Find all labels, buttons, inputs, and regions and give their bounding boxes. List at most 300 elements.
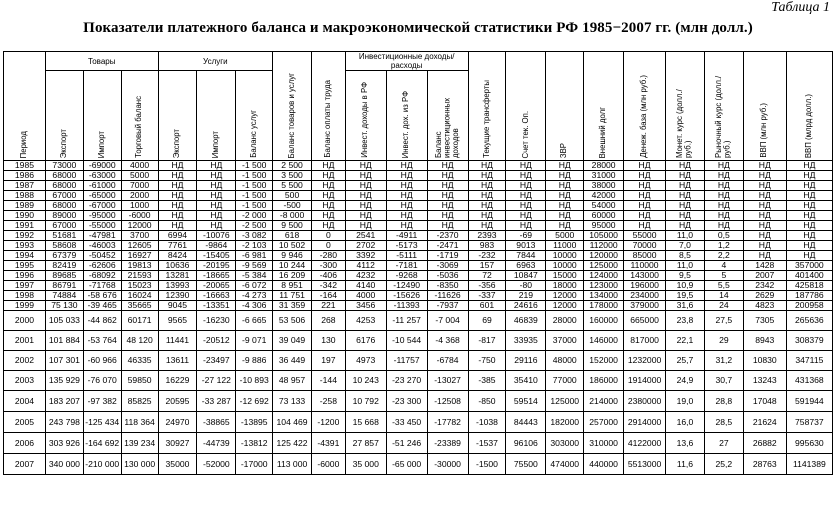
table-cell: НД (468, 221, 506, 231)
table-cell: 5 (704, 271, 743, 281)
table-cell: 77000 (546, 371, 584, 391)
header-current-transfers: Текущие трансферты (468, 52, 506, 161)
table-cell: НД (312, 171, 346, 181)
table-cell: 30,7 (704, 371, 743, 391)
table-cell: -65 000 (386, 454, 427, 475)
table-cell: 4112 (345, 261, 386, 271)
table-row (4, 251, 833, 261)
table-cell: 85825 (121, 391, 158, 412)
table-cell: НД (158, 161, 197, 171)
table-cell: НД (312, 181, 346, 191)
table-cell: 13611 (158, 351, 197, 371)
table-cell: 3700 (121, 231, 158, 241)
table-cell: 221 (312, 301, 346, 311)
table-cell: 401400 (786, 271, 832, 281)
table-cell: 257000 (584, 412, 624, 433)
table-cell: 4823 (743, 301, 786, 311)
header-external-debt: Внешний долг (584, 52, 624, 161)
table-cell: -232 (468, 251, 506, 261)
table-row (4, 171, 833, 181)
table-cell: НД (743, 221, 786, 231)
table-cell: 60171 (121, 311, 158, 331)
table-cell: 157 (468, 261, 506, 271)
table-cell: -18665 (197, 271, 236, 281)
table-cell: 123000 (584, 281, 624, 291)
table-cell: НД (312, 161, 346, 171)
table-cell: 89000 (45, 211, 83, 221)
table-cell: -337 (468, 291, 506, 301)
table-cell: НД (786, 221, 832, 231)
table-cell: 67000 (45, 221, 83, 231)
table-cell: НД (427, 181, 468, 191)
table-cell: 983 (468, 241, 506, 251)
table-cell: 104 469 (273, 412, 312, 433)
table-cell: 13993 (158, 281, 197, 291)
table-cell: 27,5 (704, 311, 743, 331)
table-cell: НД (624, 221, 666, 231)
table-cell: -8350 (427, 281, 468, 291)
table-cell: 67379 (45, 251, 83, 261)
table-cell: -15405 (197, 251, 236, 261)
table-cell: НД (386, 211, 427, 221)
table-cell: 187786 (786, 291, 832, 301)
table-cell: НД (386, 191, 427, 201)
table-cell: 2380000 (624, 391, 666, 412)
table-cell: -406 (312, 271, 346, 281)
table-cell: 135 929 (45, 371, 83, 391)
table-cell: 2007 (743, 271, 786, 281)
header-labor-balance: Баланс оплаты труда (312, 52, 346, 161)
table-cell: 2 500 (273, 161, 312, 171)
table-cell: 16927 (121, 251, 158, 261)
table-cell: 1,2 (704, 241, 743, 251)
table-cell: -9 886 (236, 351, 273, 371)
row-period-cell: 2003 (4, 371, 46, 391)
table-cell: НД (386, 201, 427, 211)
table-cell: -80 (506, 281, 546, 291)
table-cell: -1 500 (236, 161, 273, 171)
row-period-cell: 1996 (4, 271, 46, 281)
table-cell: -4391 (312, 433, 346, 454)
table-cell: -8 000 (273, 211, 312, 221)
row-period-cell: 1995 (4, 261, 46, 271)
table-cell: -67000 (83, 201, 121, 211)
table-cell: 183 207 (45, 391, 83, 412)
table-cell: 74884 (45, 291, 83, 301)
table-cell: НД (468, 181, 506, 191)
table-cell: 134000 (584, 291, 624, 301)
table-cell: 33935 (506, 331, 546, 351)
table-cell: 425818 (786, 281, 832, 291)
table-cell: -23 300 (386, 391, 427, 412)
table-cell: 28000 (584, 161, 624, 171)
table-cell: 379000 (624, 301, 666, 311)
table-cell: 8 951 (273, 281, 312, 291)
table-cell: НД (743, 191, 786, 201)
table-cell: -33 450 (386, 412, 427, 433)
table-cell: 11441 (158, 331, 197, 351)
table-cell: НД (312, 211, 346, 221)
table-cell: 60000 (584, 211, 624, 221)
table-cell: 243 798 (45, 412, 83, 433)
table-cell: НД (427, 221, 468, 231)
table-cell: НД (624, 201, 666, 211)
table-cell: 5000 (121, 171, 158, 181)
table-cell: 5513000 (624, 454, 666, 475)
table-cell: 68000 (45, 181, 83, 191)
table-cell: -1537 (468, 433, 506, 454)
table-cell: -2370 (427, 231, 468, 241)
header-invest-income-balance: Баланс инвестиционных доходов (427, 71, 468, 161)
header-gdp-usd: ВВП (млрд долл.) (786, 52, 832, 161)
table-cell: НД (427, 171, 468, 181)
table-cell: 110000 (624, 261, 666, 271)
table-row (4, 271, 833, 281)
table-cell: НД (345, 211, 386, 221)
table-cell: 12390 (158, 291, 197, 301)
table-cell: 107 301 (45, 351, 83, 371)
table-cell: 35 000 (345, 454, 386, 475)
table-cell: 73000 (45, 161, 83, 171)
table-cell: 24616 (506, 301, 546, 311)
table-cell: 14 (704, 291, 743, 301)
table-cell: 11 751 (273, 291, 312, 301)
table-cell: -750 (468, 351, 506, 371)
table-cell: 5000 (546, 231, 584, 241)
table-cell: 8424 (158, 251, 197, 261)
table-cell: 31 359 (273, 301, 312, 311)
table-cell: НД (468, 211, 506, 221)
table-cell: 618 (273, 231, 312, 241)
table-cell: НД (704, 171, 743, 181)
table-cell: -62606 (83, 261, 121, 271)
table-cell: 48 120 (121, 331, 158, 351)
table-cell: 2541 (345, 231, 386, 241)
header-invest-income-rf: Инвест. доходы в РФ (345, 71, 386, 161)
table-cell: 9 500 (273, 221, 312, 231)
table-cell: НД (666, 221, 705, 231)
table-cell: 2702 (345, 241, 386, 251)
table-cell: -20195 (197, 261, 236, 271)
table-cell: -27 122 (197, 371, 236, 391)
table-cell: -1 500 (236, 171, 273, 181)
table-cell: 59514 (506, 391, 546, 412)
row-period-cell: 2002 (4, 351, 46, 371)
table-cell: 53 506 (273, 311, 312, 331)
table-cell: -385 (468, 371, 506, 391)
table-cell: НД (386, 171, 427, 181)
table-cell: НД (704, 201, 743, 211)
table-cell: НД (666, 161, 705, 171)
header-goods-group: Товары (45, 52, 158, 71)
table-cell: 48000 (546, 351, 584, 371)
table-cell: НД (158, 191, 197, 201)
table-cell: -4 368 (427, 331, 468, 351)
table-cell: 67000 (45, 191, 83, 201)
table-cell: НД (506, 191, 546, 201)
table-cell: 105000 (584, 231, 624, 241)
table-cell: 265636 (786, 311, 832, 331)
table-cell: -11626 (427, 291, 468, 301)
table-cell: НД (666, 171, 705, 181)
table-cell: -12 692 (236, 391, 273, 412)
table-cell: -3 082 (236, 231, 273, 241)
table-cell: 28000 (546, 311, 584, 331)
table-cell: 125000 (584, 261, 624, 271)
table-cell: 0 (312, 241, 346, 251)
table-cell: -63000 (83, 171, 121, 181)
table-cell: -342 (312, 281, 346, 291)
row-period-cell: 1991 (4, 221, 46, 231)
table-cell: -20512 (197, 331, 236, 351)
table-cell: НД (786, 191, 832, 201)
table-cell: -5173 (386, 241, 427, 251)
table-cell: -6 665 (236, 311, 273, 331)
table-cell: 46839 (506, 311, 546, 331)
table-cell: 10847 (506, 271, 546, 281)
table-cell: 23,8 (666, 311, 705, 331)
table-cell: НД (743, 161, 786, 171)
table-cell: 69 (468, 311, 506, 331)
table-cell: -11 257 (386, 311, 427, 331)
table-cell: НД (546, 221, 584, 231)
table-cell: 8,5 (666, 251, 705, 261)
table-cell: -30000 (427, 454, 468, 475)
table-cell: -97 382 (83, 391, 121, 412)
table-cell: 31,2 (704, 351, 743, 371)
table-cell: 186000 (584, 371, 624, 391)
table-cell: -39 465 (83, 301, 121, 311)
header-invest-income-from-rf: Инвест. дох. из РФ (386, 71, 427, 161)
table-cell: НД (743, 231, 786, 241)
table-cell: 8943 (743, 331, 786, 351)
header-services-export: Экспорт (158, 71, 197, 161)
table-cell: -60 966 (83, 351, 121, 371)
table-cell: НД (704, 221, 743, 231)
table-cell: НД (743, 211, 786, 221)
table-cell: -3069 (427, 261, 468, 271)
table-cell: НД (345, 171, 386, 181)
table-cell: -61000 (83, 181, 121, 191)
table-cell: НД (345, 181, 386, 191)
table-cell: 7000 (121, 181, 158, 191)
table-cell: НД (158, 171, 197, 181)
table-cell: 20595 (158, 391, 197, 412)
table-cell: 10 792 (345, 391, 386, 412)
table-cell: НД (786, 231, 832, 241)
table-cell: 10000 (546, 261, 584, 271)
table-cell: -6000 (312, 454, 346, 475)
table-cell: 146000 (584, 331, 624, 351)
table-cell: 2,2 (704, 251, 743, 261)
table-cell: -13027 (427, 371, 468, 391)
table-cell: НД (624, 171, 666, 181)
table-cell: 19813 (121, 261, 158, 271)
table-cell: НД (546, 211, 584, 221)
table-cell: 310000 (584, 433, 624, 454)
table-row (4, 412, 833, 433)
table-cell: 2914000 (624, 412, 666, 433)
table-cell: НД (197, 191, 236, 201)
table-cell: 36 449 (273, 351, 312, 371)
page-title: Показатели платежного баланса и макроэкономической статистики РФ 1985−2007 гг. (млн долл.) (83, 20, 753, 36)
table-cell: 197 (312, 351, 346, 371)
table-cell: 105 033 (45, 311, 83, 331)
table-cell: -17782 (427, 412, 468, 433)
table-cell: -76 070 (83, 371, 121, 391)
table-cell: 28763 (743, 454, 786, 475)
table-cell: 31,6 (666, 301, 705, 311)
table-cell: 4000 (345, 291, 386, 301)
row-period-cell: 1986 (4, 171, 46, 181)
table-cell: -10 893 (236, 371, 273, 391)
header-market-rate: Рыночный курс (долл./руб.) (704, 52, 743, 161)
table-cell: 16024 (121, 291, 158, 301)
table-cell: 758737 (786, 412, 832, 433)
table-cell: 601 (468, 301, 506, 311)
table-cell: 214000 (584, 391, 624, 412)
header-income-group: Инвестиционные доходы/расходы (345, 52, 468, 71)
table-cell: -144 (312, 371, 346, 391)
table-cell: НД (786, 171, 832, 181)
table-cell: 24,9 (666, 371, 705, 391)
table-cell: -9 569 (236, 261, 273, 271)
table-cell: НД (468, 201, 506, 211)
table-cell: -12508 (427, 391, 468, 412)
table-cell: 200958 (786, 301, 832, 311)
table-cell: НД (506, 201, 546, 211)
table-cell: 9045 (158, 301, 197, 311)
table-cell: -9 071 (236, 331, 273, 351)
row-period-cell: 1998 (4, 291, 46, 301)
header-gdp-rub: ВВП (млн руб.) (743, 52, 786, 161)
row-period-cell: 1992 (4, 231, 46, 241)
table-cell: 11000 (546, 241, 584, 251)
table-cell: 12000 (546, 291, 584, 301)
table-cell: 39 049 (273, 331, 312, 351)
table-cell: НД (624, 161, 666, 171)
table-cell: 15023 (121, 281, 158, 291)
table-cell: -2 000 (236, 211, 273, 221)
table-cell: НД (312, 191, 346, 201)
table-cell: НД (704, 191, 743, 201)
table-cell: -9268 (386, 271, 427, 281)
table-cell: НД (743, 201, 786, 211)
table-cell: 3 500 (273, 171, 312, 181)
table-cell: 2393 (468, 231, 506, 241)
table-cell: 11,0 (666, 261, 705, 271)
table-cell: 75500 (506, 454, 546, 475)
table-cell: 440000 (584, 454, 624, 475)
table-cell: 1428 (743, 261, 786, 271)
table-cell: 30927 (158, 433, 197, 454)
header-monetary-base: Денеж. база (млн руб.) (624, 52, 666, 161)
header-monetary-rate: Монет. курс (долл./руб.) (666, 52, 705, 161)
table-cell: НД (624, 191, 666, 201)
table-row (4, 391, 833, 412)
table-row (4, 433, 833, 454)
table-cell: -125 434 (83, 412, 121, 433)
table-row (4, 191, 833, 201)
table-row (4, 261, 833, 271)
table-cell: 6176 (345, 331, 386, 351)
header-services-import: Импорт (197, 71, 236, 161)
table-cell: НД (197, 181, 236, 191)
header-goods-import: Импорт (83, 71, 121, 161)
table-cell: НД (546, 181, 584, 191)
table-cell: 31000 (584, 171, 624, 181)
table-cell: НД (546, 201, 584, 211)
table-cell: 55000 (624, 231, 666, 241)
table-cell: НД (468, 161, 506, 171)
table-cell: -817 (468, 331, 506, 351)
table-cell: НД (427, 201, 468, 211)
table-cell: 7761 (158, 241, 197, 251)
table-cell: 84443 (506, 412, 546, 433)
table-cell: НД (743, 181, 786, 191)
table-cell: -16663 (197, 291, 236, 301)
table-cell: 48 957 (273, 371, 312, 391)
table-cell: НД (345, 191, 386, 201)
table-cell: -10 544 (386, 331, 427, 351)
table-cell: НД (506, 171, 546, 181)
table-cell: 35000 (158, 454, 197, 475)
table-cell: 234000 (624, 291, 666, 301)
table-cell: НД (386, 221, 427, 231)
table-caption: Таблица 1 (771, 0, 830, 15)
table-cell: 308379 (786, 331, 832, 351)
table-cell: -44 862 (83, 311, 121, 331)
table-cell: -6784 (427, 351, 468, 371)
table-cell: 995630 (786, 433, 832, 454)
table-cell: 4 (704, 261, 743, 271)
table-cell: 7,0 (666, 241, 705, 251)
table-cell: -23497 (197, 351, 236, 371)
table-cell: 42000 (584, 191, 624, 201)
table-row (4, 311, 833, 331)
table-cell: НД (786, 211, 832, 221)
table-cell: -500 (273, 201, 312, 211)
table-cell: 7844 (506, 251, 546, 261)
table-cell: -71768 (83, 281, 121, 291)
table-cell: 2629 (743, 291, 786, 301)
table-cell: 340 000 (45, 454, 83, 475)
table-cell: 86791 (45, 281, 83, 291)
header-services-balance: Баланс услуг (236, 71, 273, 161)
row-period-cell: 1988 (4, 191, 46, 201)
table-cell: 9,5 (666, 271, 705, 281)
table-cell: НД (158, 221, 197, 231)
table-cell: 9565 (158, 311, 197, 331)
table-cell: 24970 (158, 412, 197, 433)
table-cell: 500 (273, 191, 312, 201)
balance-table (3, 51, 833, 475)
table-cell: НД (666, 211, 705, 221)
table-cell: 5,5 (704, 281, 743, 291)
table-cell: 68000 (45, 171, 83, 181)
table-cell: -17000 (236, 454, 273, 475)
table-cell: НД (704, 211, 743, 221)
table-row (4, 201, 833, 211)
table-cell: -4 306 (236, 301, 273, 311)
table-cell: -11757 (386, 351, 427, 371)
table-row (4, 301, 833, 311)
table-cell: 118 364 (121, 412, 158, 433)
row-period-cell: 2005 (4, 412, 46, 433)
table-cell: НД (345, 221, 386, 231)
table-cell: -1200 (312, 412, 346, 433)
table-cell: 182000 (546, 412, 584, 433)
